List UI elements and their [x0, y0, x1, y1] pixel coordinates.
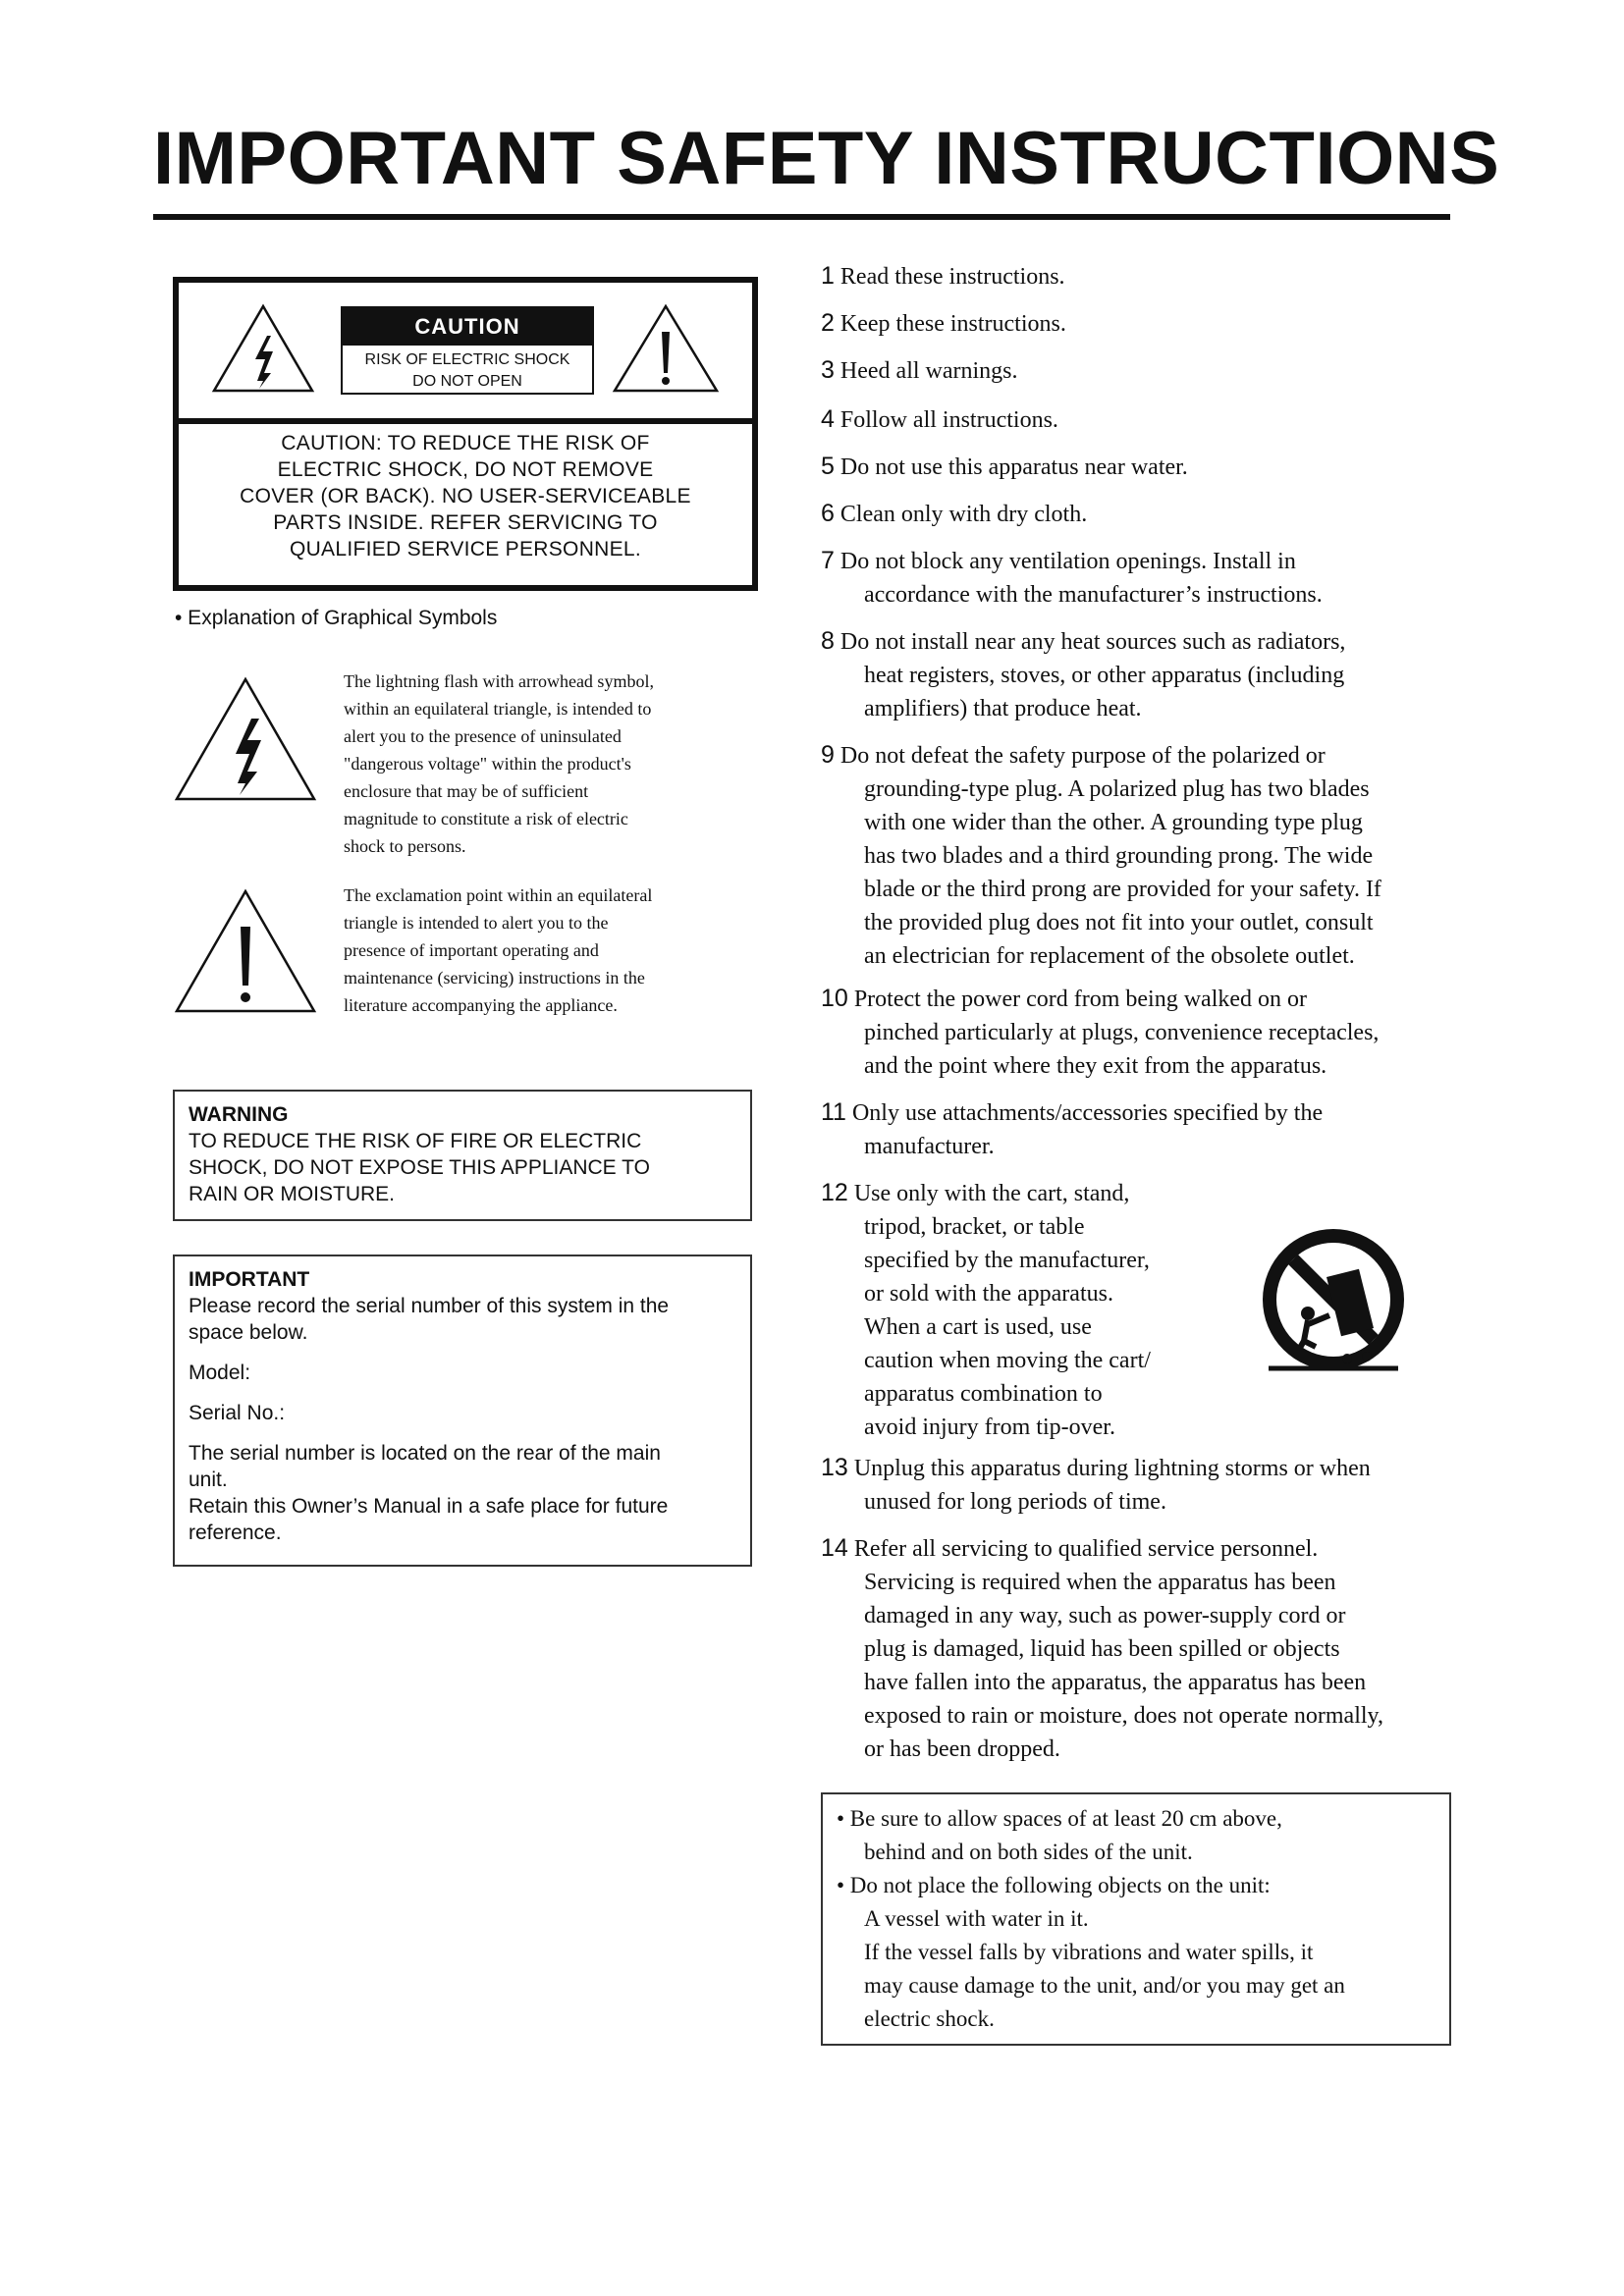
- warning-line: RAIN OR MOISTURE.: [189, 1183, 396, 1205]
- retain-manual-line: reference.: [189, 1522, 282, 1544]
- page-title: IMPORTANT SAFETY INSTRUCTIONS: [153, 117, 1500, 200]
- lightning-line: alert you to the presence of uninsulated: [344, 726, 622, 746]
- caution-text-line: CAUTION: TO REDUCE THE RISK OF: [281, 432, 650, 454]
- serial-location-line: unit.: [189, 1468, 228, 1491]
- instruction-item: [821, 497, 1449, 531]
- instruction-number: 8: [821, 627, 835, 655]
- caution-text: [179, 430, 752, 562]
- instruction-item: [821, 259, 1449, 294]
- instruction-item: [821, 306, 1449, 341]
- caution-heading: CAUTION: [343, 308, 592, 346]
- instruction-text: accordance with the manufacturer’s instructions.: [864, 582, 1323, 608]
- lightning-line: "dangerous voltage" within the product's: [344, 754, 631, 774]
- instruction-number: 10: [821, 985, 848, 1012]
- lightning-explanation: [344, 667, 756, 860]
- caution-text-line: ELECTRIC SHOCK, DO NOT REMOVE: [277, 458, 654, 481]
- instruction-text: apparatus combination to: [864, 1381, 1103, 1407]
- instruction-item: [821, 544, 1449, 612]
- instruction-text: pinched particularly at plugs, convenience receptacles,: [864, 1020, 1380, 1045]
- instruction-item: [821, 738, 1449, 973]
- instruction-text: unused for long periods of time.: [864, 1489, 1166, 1515]
- caution-text-line: COVER (OR BACK). NO USER-SERVICEABLE: [240, 485, 691, 507]
- note-line: electric shock.: [864, 2006, 995, 2031]
- instruction-item: [821, 982, 1449, 1083]
- instruction-number: 4: [821, 405, 835, 433]
- lightning-line: within an equilateral triangle, is intended to: [344, 699, 652, 719]
- instruction-number: 5: [821, 453, 835, 480]
- instruction-text: specified by the manufacturer,: [864, 1248, 1150, 1273]
- serial-field-label: Serial No.:: [189, 1402, 286, 1424]
- warning-line: TO REDUCE THE RISK OF FIRE OR ELECTRIC: [189, 1130, 642, 1152]
- instruction-text: an electrician for replacement of the obsolete outlet.: [864, 943, 1355, 969]
- instruction-item: [821, 402, 1449, 437]
- instruction-text: Refer all servicing to qualified service personnel.: [853, 1536, 1319, 1562]
- instruction-number: 7: [821, 547, 835, 574]
- instruction-text: amplifiers) that produce heat.: [864, 696, 1142, 721]
- caution-text-line: PARTS INSIDE. REFER SERVICING TO: [273, 511, 658, 534]
- instruction-text: Clean only with dry cloth.: [839, 502, 1088, 527]
- instruction-text: Do not defeat the safety purpose of the polarized or: [839, 743, 1326, 769]
- instruction-number: 12: [821, 1179, 848, 1206]
- instruction-text: plug is damaged, liquid has been spilled or objects: [864, 1636, 1340, 1662]
- important-record-line: Please record the serial number of this system in the: [189, 1295, 670, 1317]
- instruction-item: [821, 1451, 1449, 1519]
- symbols-title: • Explanation of Graphical Symbols: [175, 607, 498, 629]
- title-rule: [153, 214, 1450, 220]
- note-line: If the vessel falls by vibrations and water spills, it: [864, 1940, 1314, 1964]
- retain-manual-line: Retain this Owner’s Manual in a safe place for future: [189, 1495, 669, 1518]
- warning-heading: WARNING: [189, 1103, 289, 1126]
- instruction-number: 2: [821, 309, 835, 337]
- instruction-text: Unplug this apparatus during lightning storms or when: [853, 1456, 1371, 1481]
- instruction-text: have fallen into the apparatus, the apparatus has been: [864, 1670, 1367, 1695]
- instruction-number: 6: [821, 500, 835, 527]
- instruction-text: Protect the power cord from being walked on or: [853, 987, 1308, 1012]
- instruction-item: [821, 1531, 1449, 1766]
- instruction-item: [821, 450, 1449, 484]
- important-box: [173, 1255, 752, 1567]
- exclamation-line: triangle is intended to alert you to the: [344, 913, 609, 933]
- instruction-text: has two blades and a third grounding prong. The wide: [864, 843, 1374, 869]
- caution-label: [341, 306, 594, 395]
- instruction-number: 9: [821, 741, 835, 769]
- instruction-text: tripod, bracket, or table: [864, 1214, 1085, 1240]
- instruction-text: the provided plug does not fit into your outlet, consult: [864, 910, 1374, 935]
- caution-box: [173, 277, 758, 591]
- instruction-item: [821, 353, 1449, 388]
- instruction-text: Servicing is required when the apparatus has been: [864, 1570, 1336, 1595]
- instruction-number: 11: [821, 1098, 846, 1126]
- instruction-text: grounding-type plug. A polarized plug has two blades: [864, 776, 1370, 802]
- instruction-text: Follow all instructions.: [839, 407, 1058, 433]
- instruction-text: Read these instructions.: [839, 264, 1065, 290]
- instruction-text: Do not block any ventilation openings. Install in: [839, 549, 1296, 574]
- instruction-text: or sold with the apparatus.: [864, 1281, 1113, 1307]
- important-heading: IMPORTANT: [189, 1268, 310, 1291]
- exclamation-line: literature accompanying the appliance.: [344, 995, 618, 1015]
- lightning-line: magnitude to constitute a risk of electric: [344, 809, 628, 828]
- caution-subtext: [343, 346, 592, 393]
- instruction-number: 3: [821, 356, 835, 384]
- serial-location-line: The serial number is located on the rear of the main: [189, 1442, 661, 1465]
- lightning-warning-icon: [210, 302, 316, 395]
- important-record-line: space below.: [189, 1321, 308, 1344]
- instruction-number: 13: [821, 1454, 848, 1481]
- note-line: behind and on both sides of the unit.: [864, 1840, 1193, 1864]
- instruction-text: Only use attachments/accessories specified by the: [851, 1100, 1324, 1126]
- note-line: A vessel with water in it.: [864, 1906, 1089, 1931]
- exclamation-line: The exclamation point within an equilateral: [344, 885, 653, 905]
- instruction-text: Use only with the cart, stand,: [853, 1181, 1130, 1206]
- lightning-line: enclosure that may be of sufficient: [344, 781, 589, 801]
- instruction-text: When a cart is used, use: [864, 1314, 1092, 1340]
- note-bullet: • Do not place the following objects on the unit:: [837, 1873, 1271, 1897]
- caution-sub-line: DO NOT OPEN: [412, 373, 522, 390]
- instruction-text: heat registers, stoves, or other apparatus (including: [864, 663, 1345, 688]
- instruction-text: Do not use this apparatus near water.: [839, 454, 1188, 480]
- warning-box: [173, 1090, 752, 1221]
- caution-sub-line: RISK OF ELECTRIC SHOCK: [364, 351, 570, 368]
- lightning-line: The lightning flash with arrowhead symbol,: [344, 671, 654, 691]
- lightning-symbol-icon: [173, 675, 318, 803]
- exclamation-line: maintenance (servicing) instructions in the: [344, 968, 645, 988]
- instruction-number: 14: [821, 1534, 848, 1562]
- instruction-text: caution when moving the cart/: [864, 1348, 1151, 1373]
- placement-notes-box: [821, 1792, 1451, 2046]
- instruction-item: [821, 624, 1449, 725]
- exclamation-explanation: [344, 881, 756, 1019]
- instruction-text: with one wider than the other. A grounding type plug: [864, 810, 1363, 835]
- instruction-text: Keep these instructions.: [839, 311, 1066, 337]
- exclamation-warning-icon: [611, 302, 721, 395]
- instruction-text: exposed to rain or moisture, does not operate normally,: [864, 1703, 1383, 1729]
- caution-text-line: QUALIFIED SERVICE PERSONNEL.: [289, 538, 642, 561]
- instruction-text: avoid injury from tip-over.: [864, 1415, 1115, 1440]
- cart-tip-over-warning-icon: [1239, 1221, 1428, 1390]
- exclamation-line: presence of important operating and: [344, 940, 599, 960]
- instruction-item: [821, 1095, 1449, 1163]
- instruction-number: 1: [821, 262, 835, 290]
- lightning-line: shock to persons.: [344, 836, 466, 856]
- note-bullet: • Be sure to allow spaces of at least 20 cm above,: [837, 1806, 1282, 1831]
- model-field-label: Model:: [189, 1362, 251, 1384]
- instruction-text: or has been dropped.: [864, 1736, 1060, 1762]
- caution-top-panel: [179, 283, 752, 424]
- instruction-text: damaged in any way, such as power-supply cord or: [864, 1603, 1346, 1629]
- instruction-text: and the point where they exit from the apparatus.: [864, 1053, 1327, 1079]
- instruction-text: blade or the third prong are provided for your safety. If: [864, 877, 1381, 902]
- note-line: may cause damage to the unit, and/or you may get an: [864, 1973, 1345, 1998]
- warning-line: SHOCK, DO NOT EXPOSE THIS APPLIANCE TO: [189, 1156, 650, 1179]
- exclamation-symbol-icon: [173, 887, 318, 1015]
- instruction-text: manufacturer.: [864, 1134, 995, 1159]
- instruction-text: Do not install near any heat sources such as radiators,: [839, 629, 1346, 655]
- instruction-text: Heed all warnings.: [839, 358, 1018, 384]
